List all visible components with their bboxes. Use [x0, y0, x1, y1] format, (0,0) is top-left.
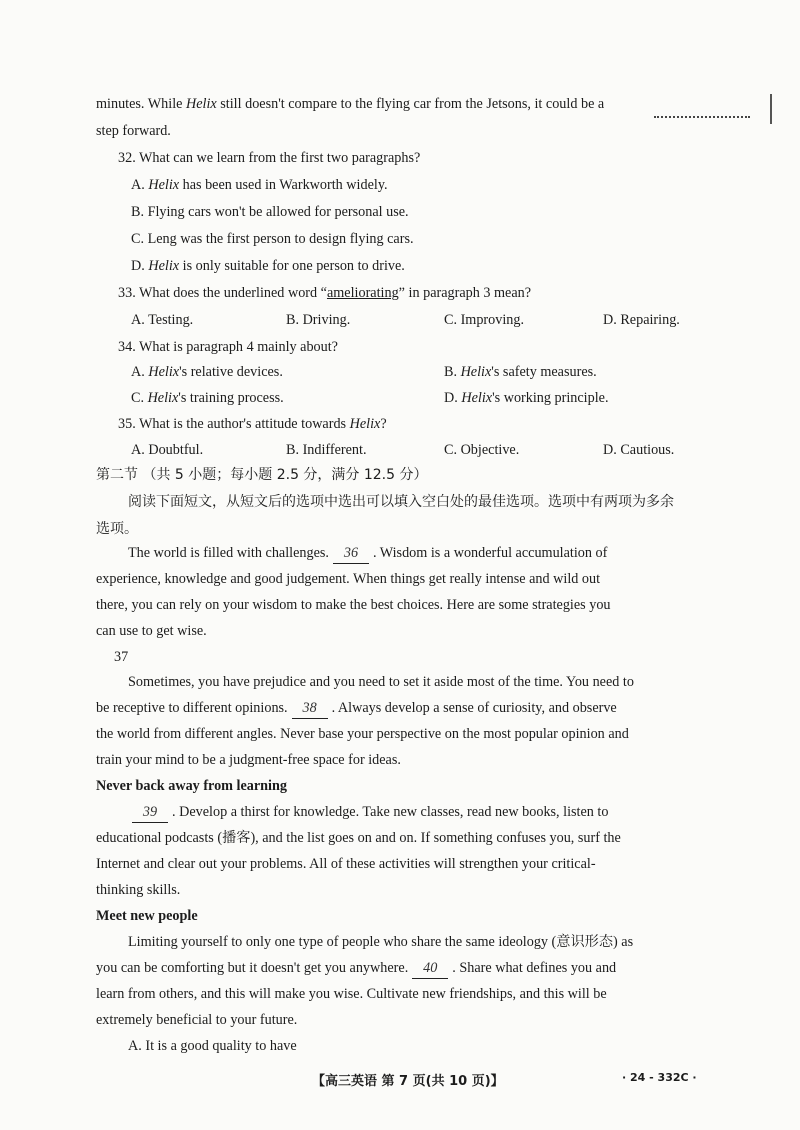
passage-p4-line-1: Limiting yourself to only one type of people who share the same ideology (意识形态) as — [128, 934, 634, 950]
question-35-option-a: A. Doubtful. — [131, 442, 204, 458]
passage-p3-line-2: educational podcasts (播客), and the list goes on and on. If something confuses you, surf the — [96, 830, 621, 846]
question-32-option-c: C. Leng was the first person to design flying cars. — [131, 231, 414, 247]
passage-p2-line-2: be receptive to different opinions. 38 . Always develop a sense of curiosity, and observe — [96, 698, 760, 719]
intro-line-1: minutes. While Helix still doesn't compare to the flying car from the Jetsons, it could be a — [96, 96, 605, 112]
blank-39[interactable]: 39 — [132, 802, 168, 823]
intro-line-2: step forward. — [96, 123, 171, 139]
question-35-option-d: D. Cautious. — [603, 442, 675, 458]
heading-learning: Never back away from learning — [96, 778, 287, 794]
heading-37: 37 — [114, 649, 129, 665]
question-32-stem: 32. What can we learn from the first two paragraphs? — [118, 150, 421, 166]
passage-p1-line-1: The world is filled with challenges. 36 . Wisdom is a wonderful accumulation of — [128, 543, 760, 564]
question-33-option-a: A. Testing. — [131, 312, 194, 328]
question-35-option-c: C. Objective. — [444, 442, 520, 458]
passage-p4-line-2: you can be comforting but it doesn't get you anywhere. 40 . Share what defines you and — [96, 958, 760, 979]
question-34-option-b: B. Helix's safety measures. — [444, 364, 597, 380]
question-32-option-d: D. Helix is only suitable for one person to drive. — [131, 258, 405, 274]
question-33-option-d: D. Repairing. — [603, 312, 680, 328]
question-34-option-d: D. Helix's working principle. — [444, 390, 609, 406]
answer-option-a: A. It is a good quality to have — [128, 1038, 297, 1054]
question-33-stem: 33. What does the underlined word “ameliorating” in paragraph 3 mean? — [118, 285, 532, 301]
passage-p1-line-2: experience, knowledge and good judgement. When things get really intense and wild out — [96, 571, 601, 587]
passage-p3-line-4: thinking skills. — [96, 882, 181, 898]
question-33-option-b: B. Driving. — [286, 312, 351, 328]
passage-p4-line-3: learn from others, and this will make you wise. Cultivate new friendships, and this will be — [96, 986, 607, 1002]
question-34-option-a: A. Helix's relative devices. — [131, 364, 283, 380]
question-35-option-b: B. Indifferent. — [286, 442, 367, 458]
question-35-stem: 35. What is the author's attitude towards Helix? — [118, 416, 387, 432]
passage-p3-line-1: 39 . Develop a thirst for knowledge. Take new classes, read new books, listen to — [128, 802, 760, 823]
passage-p4-line-4: extremely beneficial to your future. — [96, 1012, 298, 1028]
section-2-instructions-2: 选项。 — [96, 521, 138, 537]
passage-p3-line-3: Internet and clear out your problems. All of these activities will strengthen your critical- — [96, 856, 596, 872]
question-33-option-c: C. Improving. — [444, 312, 525, 328]
scan-edge-mark — [770, 94, 772, 124]
heading-people: Meet new people — [96, 908, 198, 924]
passage-p2-line-1: Sometimes, you have prejudice and you need to set it aside most of the time. You need to — [128, 674, 634, 690]
question-34-option-c: C. Helix's training process. — [131, 390, 284, 406]
passage-p2-line-3: the world from different angles. Never base your perspective on the most popular opinion and — [96, 726, 629, 742]
blank-40[interactable]: 40 — [412, 958, 448, 979]
section-2-heading: 第二节 （共 5 小题；每小题 2.5 分，满分 12.5 分） — [96, 467, 428, 483]
question-32-option-b: B. Flying cars won't be allowed for personal use. — [131, 204, 409, 220]
passage-p1-line-4: can use to get wise. — [96, 623, 207, 639]
question-32-option-a: A. Helix has been used in Warkworth widely. — [131, 177, 388, 193]
page-footer-code: · 24 - 332C · — [622, 1071, 697, 1084]
blank-38[interactable]: 38 — [292, 698, 328, 719]
section-2-instructions-1: 阅读下面短文，从短文后的选项中选出可以填入空白处的最佳选项。选项中有两项为多余 — [128, 494, 674, 510]
passage-p1-line-3: there, you can rely on your wisdom to make the best choices. Here are some strategies you — [96, 597, 611, 613]
passage-p2-line-4: train your mind to be a judgment-free space for ideas. — [96, 752, 401, 768]
page-footer-label: 【高三英语 第 7 页(共 10 页)】 — [312, 1074, 504, 1089]
blank-36[interactable]: 36 — [333, 543, 369, 564]
question-34-stem: 34. What is paragraph 4 mainly about? — [118, 339, 338, 355]
